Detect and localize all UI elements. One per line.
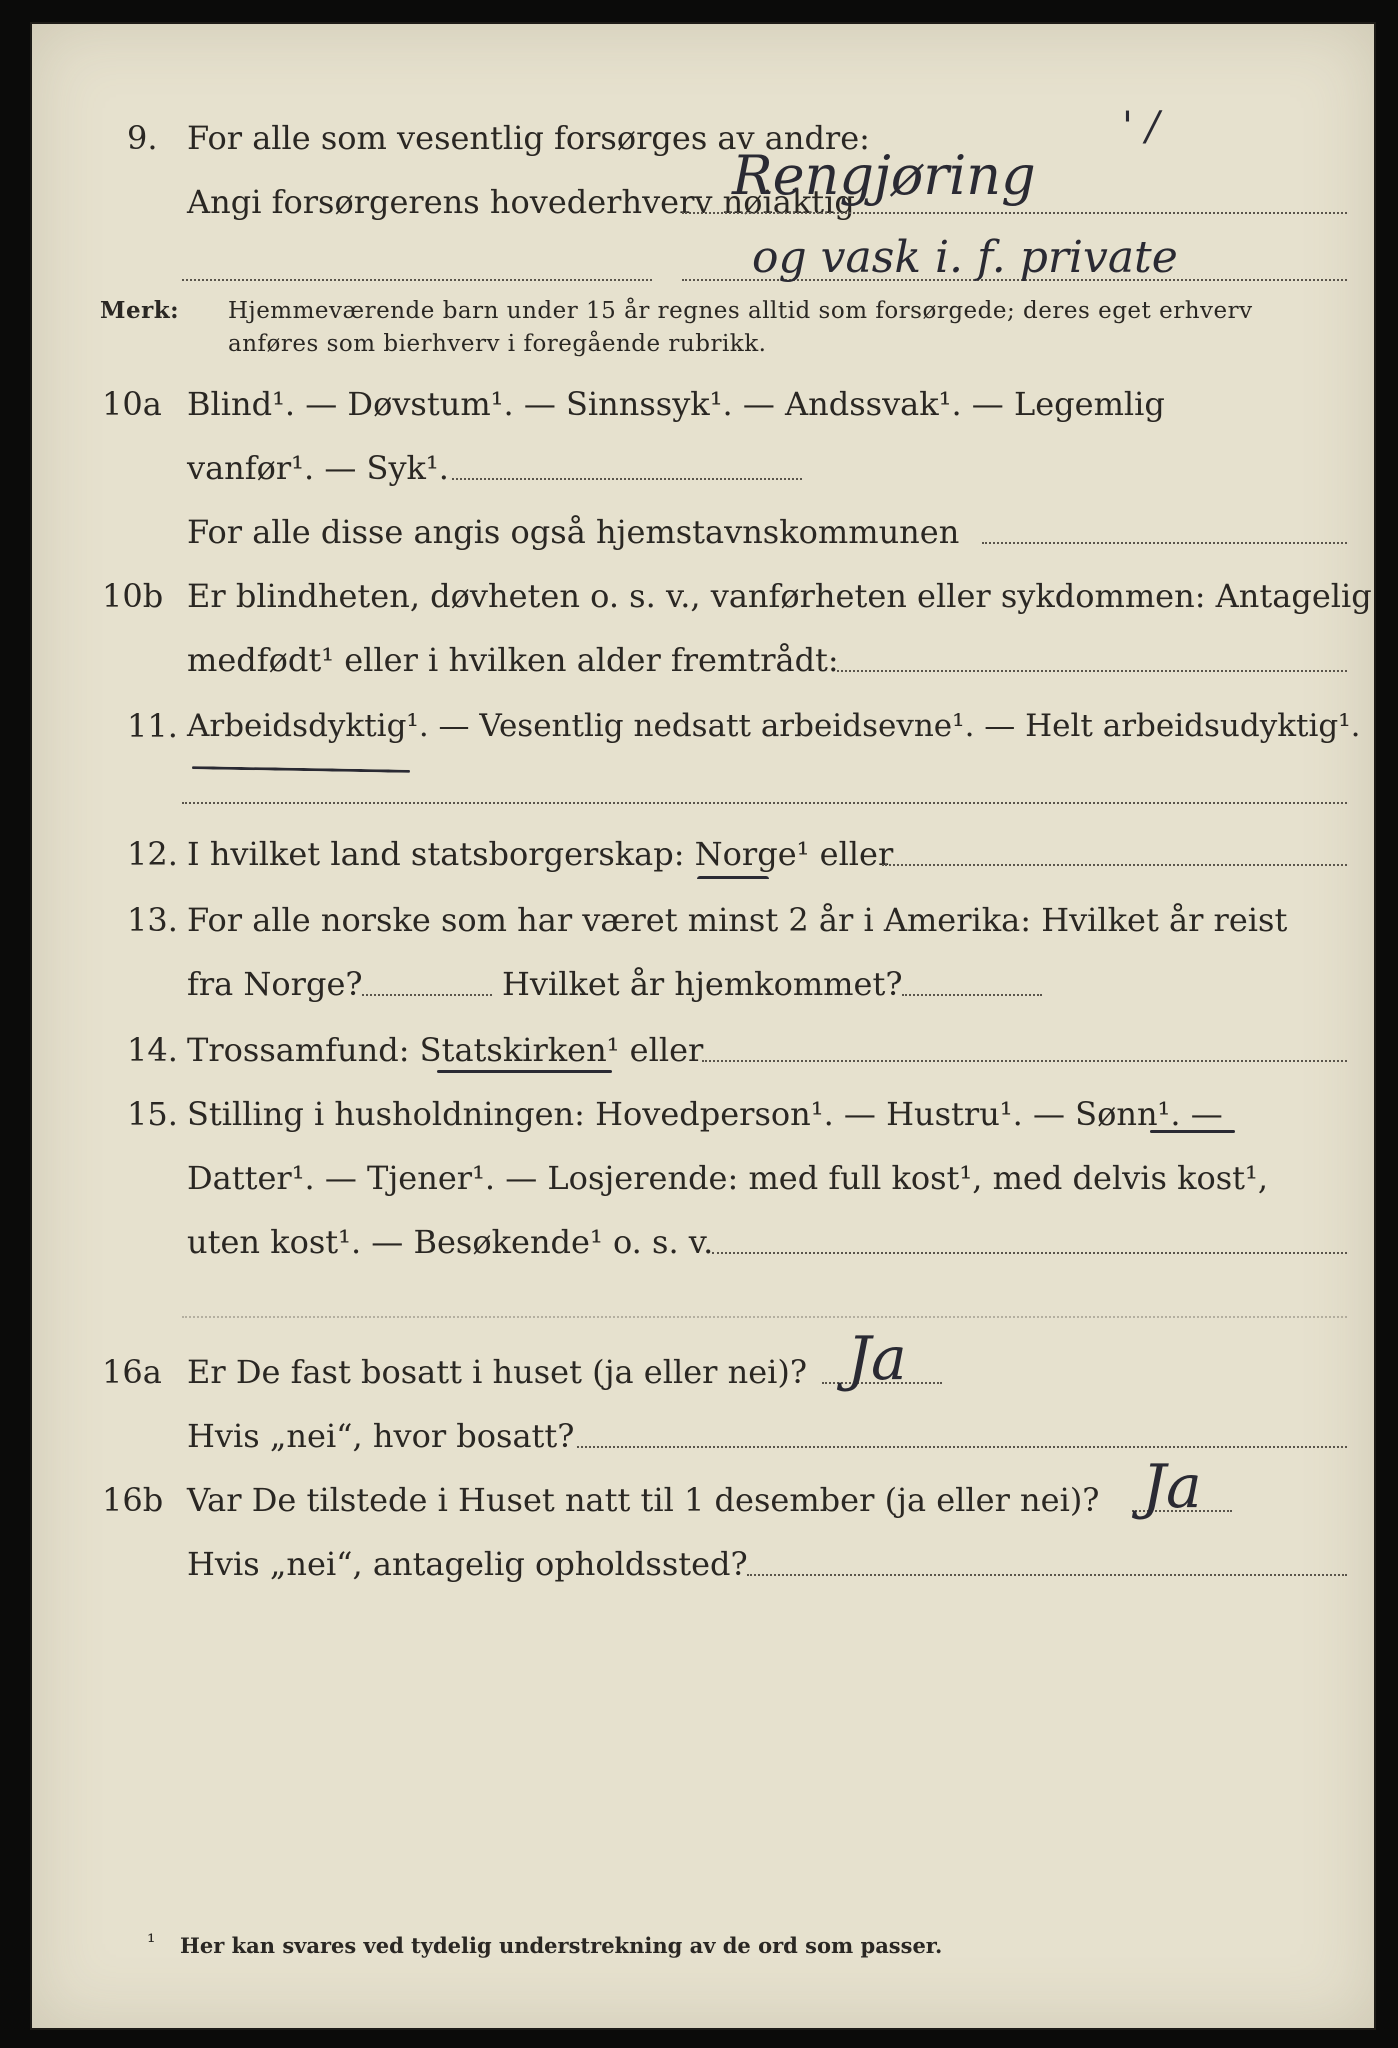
q15-line2: Datter¹. — Tjener¹. — Losjerende: med full kost¹, med delvis kost¹, (187, 1159, 1269, 1197)
census-form-page (30, 22, 1376, 2030)
note-text-2: anføres som bierhverv i foregående rubrikk. (228, 331, 767, 357)
q9-line1: For alle som vesentlig forsørges av andre: (187, 119, 870, 157)
q14-handwritten-underline (437, 1070, 612, 1073)
note-text-1: Hjemmeværende barn under 15 år regnes alltid som forsørgede; deres eget erhverv (228, 298, 1253, 324)
q16b-blank (747, 1574, 1347, 1576)
q16b-line2: Hvis „nei“, antagelig opholdssted? (187, 1545, 748, 1583)
q13-line2b: Hvilket år hjemkommet? (502, 965, 903, 1003)
q10a-line2-blank (452, 478, 802, 480)
q13-line2a: fra Norge? (187, 965, 363, 1003)
q9-handwritten-marks: ' / (1122, 104, 1160, 150)
q15-handwritten-underline (1150, 1130, 1235, 1133)
q16a-blank (577, 1446, 1347, 1448)
q13-year-left-blank (362, 994, 492, 996)
q9-line2: Angi forsørgerens hovederhverv nøiaktig (187, 183, 855, 221)
q13-line1: For alle norske som har været minst 2 år i Amerika: Hvilket år reist (187, 901, 1288, 939)
q10a-line3: For alle disse angis også hjemstavnskommunen (187, 513, 960, 551)
q14-line1: Trossamfund: Statskirken¹ eller (187, 1031, 704, 1069)
q16b-handwritten-answer: Ja (1142, 1452, 1202, 1522)
footnote-mark: ¹ (147, 1930, 156, 1954)
q15-line1: Stilling i husholdningen: Hovedperson¹. — Hustru¹. — Sønn¹. — (187, 1095, 1223, 1133)
note-label: Merk: (100, 297, 180, 324)
q10b-line1: Er blindheten, døvheten o. s. v., vanførheten eller sykdommen: Antagelig (187, 577, 1372, 615)
q15-blank (712, 1252, 1347, 1254)
q10b-line2: medfødt¹ eller i hvilken alder fremtrådt: (187, 641, 839, 679)
q9-blank-line-left (182, 279, 652, 281)
q12-handwritten-underline (697, 876, 769, 879)
q16b-line1: Var De tilstede i Huset natt til 1 desember (ja eller nei)? (187, 1481, 1100, 1519)
q10a-line2: vanfør¹. — Syk¹. (187, 449, 449, 487)
footnote-text: Her kan svares ved tydelig understrekning av de ord som passer. (180, 1933, 943, 1958)
q16a-handwritten-answer: Ja (847, 1324, 907, 1394)
q11-blank-line (182, 802, 1347, 804)
q12-line1: I hvilket land statsborgerskap: Norge¹ eller (187, 835, 894, 873)
q10a-number: 10a (102, 385, 162, 423)
q11-line1: Arbeidsdyktig¹. — Vesentlig nedsatt arbeidsevne¹. — Helt arbeidsudyktig¹. (187, 708, 1361, 744)
q9-handwritten-answer-2: og vask i. f. private (752, 232, 1178, 283)
q16a-number: 16a (102, 1353, 162, 1391)
q12-blank (882, 864, 1347, 866)
q9-handwritten-answer-1: Rengjøring (732, 144, 1036, 207)
q15-number: 15. (127, 1095, 178, 1133)
q14-blank (702, 1060, 1347, 1062)
q13-year-returned-blank (902, 994, 1042, 996)
q15-faint-line (182, 1316, 1347, 1318)
q16b-number: 16b (102, 1481, 164, 1519)
q10b-line2-blank (837, 670, 1347, 672)
q10b-number: 10b (102, 577, 164, 615)
q14-number: 14. (127, 1031, 178, 1069)
q16a-line2: Hvis „nei“, hvor bosatt? (187, 1417, 575, 1455)
q16a-line1: Er De fast bosatt i huset (ja eller nei)? (187, 1353, 808, 1391)
q13-number: 13. (127, 901, 178, 939)
q15-line3: uten kost¹. — Besøkende¹ o. s. v. (187, 1223, 714, 1261)
q11-handwritten-underline (192, 766, 410, 773)
q9-answer-line (682, 212, 1347, 214)
q10a-line1: Blind¹. — Døvstum¹. — Sinnssyk¹. — Andssvak¹. — Legemlig (187, 385, 1165, 423)
q11-number: 11. (127, 707, 178, 745)
q10a-line3-blank (982, 542, 1347, 544)
q12-number: 12. (127, 835, 178, 873)
q9-number: 9. (127, 119, 158, 157)
